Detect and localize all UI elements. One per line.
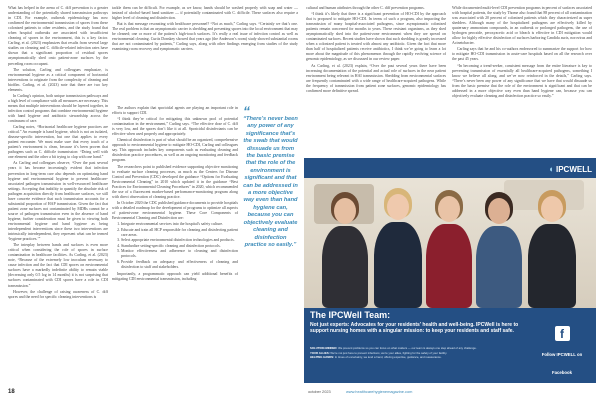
team-member-figure [476,192,522,308]
paragraph: Carling says that he and his co-authors endeavored to summarize the support for how to mitigate HO-CDI transmission in acute-care hospitals based on all the research over the past 45 years. [452,47,592,62]
list-item: 1. Integrate environmental services into the hospital's safety culture. [121,222,238,227]
paragraph: The researchers point to published evidence supporting objective monitoring to evaluate surface cleaning processes, as much as the Centers for Disease Control and Prevention (CDC) developed the guidance “Options for Evaluating Environmental Cleaning” in 2010 which updated it in the guidance “Best Practices for Environmental Cleaning Procedures” in 2020, which recommended the use of a fluorescent marker-based performance-monitoring program along with direct observation of cleaning practice. [112,164,238,199]
pull-quote-text: “There’s never been any power of any significance that’s the swab that would dissuade us from the basic premise that the role of the environment is significant and that can be addressed in a more objective way even than hand hygiene can, because you can objectively evaluate cleaning and disinfection practice so easily.” [243,116,298,248]
facebook-follow-text[interactable]: Follow IPCWELL on Facebook [541,352,583,375]
list-item: 4. Standardize setting-specific cleaning and disinfection protocols. [121,244,238,249]
ad-bullet-list [310,347,520,361]
ad-bullet: HELPING HANDS: In times of uncertainty, we lend a hand, offering expertise, guidance, and reassurance. [310,355,442,360]
paragraph: cultural and human attributes through the other C. diff prevention programs. [306,6,425,10]
ad-title: The IPCWell Team: [310,310,391,320]
ad-subtitle: Not just experts: Advocates for your residents' health and well-being. IPCWell is here to support nursing homes with a singular mission: to keep your residents and staff safe. [310,322,519,335]
paragraph: “I think they’re critical for mitigating this unknown pool of potential contamination in the environment,” Carling says. “The effective dose of C. diff is very low, and the spores don’t like it at all. Sporicidal disinfectants can be effective when used properly and appropriately. [112,117,238,137]
website-link[interactable]: www.healthcarehygienemagazine.com [346,389,413,394]
article-column-4 [452,6,592,156]
paragraph: “I think it’s likely that there is a significant prevention of HO-CDI by the approach that is proposed to mitigate HO-CDI. In terms of such a program, also impacting the transmission of many hospital-associated pathogens, since asymptomatic colonized patients remain concerned for months to years. These resistant organisms, as they shed asymptomatically shed into the patient-zone environment when they are spread on contaminated surfaces. Recent studies have shown that such shedding is greatly increased when a colonized patient is treated with almost any antibiotic. Given the fact that more than half of hospitalized patients receive antibiotics, I think we’re going to learn a lot more about the magnitude of this phenomenon through the rapidly evolving science of genomic epidemiology, as we discussed in our review paper. [306,12,446,62]
list-item: 2. Educate and train all HCP responsible for cleaning and disinfecting patient care areas. [121,228,238,238]
paragraph: The interplay between hands and surfaces is even more critical when considering the role of spores in surface contamination in healthcare facilities. As Carling, et al. (2023) note, “Because of the extremely low inoculum necessary to cause infection and the fact that CDI spores on environmental surfaces have a markedly indefinite ability to remain viable (decreasing only 0.5 log in 14 months) it is not surprising that surfaces contaminated with CDI spores have a role in CDI transmission.” [8,243,108,288]
article-column-1 [8,6,108,384]
team-member-figure [528,190,576,308]
paragraph: As Carling, et al. (2023) explain, “Over the past several years there have been increasing documentation of the potential and actual role of surfaces in the near patient environment being relevant in HAI transmission. Shedding from environmental surfaces are frequently contaminated with a wide range of healthcare-acquired pathogens. While the frequency of transmission from patient zone surfaces, genomic epidemiology has confirmed more definitive spread. [306,63,446,93]
paragraph: The solution, Carling and colleagues emphasize, is environmental hygiene as a critical component of horizontal interventions to originate from the complexity of cleaning and biofilm. Carling, et al. (2023) note that there are two key elements. [8,67,108,92]
team-photo [304,178,596,308]
facebook-follow[interactable] [536,326,588,375]
ad-bullet: YOUR ALLIES: We're not just here to prevent infections; we're your allies, fighting for the safety of your facility. [310,350,448,355]
paragraph: Chemical disinfection is part of what should be an organized, comprehensive approach to environmental hygiene to mitigate HO-CDI, Carling and colleagues say. This approach includes key components such as evaluating cleaning and disinfection practice procedures, as well as an ongoing monitoring and feedback program. [112,138,238,163]
ipcwell-advertisement [304,158,596,383]
core-components-list [112,222,238,270]
list-item: 5. Monitor effectiveness and adherence to cleaning and disinfection protocols. [121,249,238,259]
article-column-2 [112,6,298,390]
paragraph: In October 2020 the CDC published guidance documents to provide hospitals with a detailed roadmap for the development of programs to optimize all aspects of patient-zone environmental hygiene. These Core Components of Environmental Cleaning and Disinfection are: [112,200,238,220]
pull-quote [243,103,298,306]
paragraph: The authors explain that sporicidal agents are playing an important role in efforts to support CDI. [112,106,238,116]
logo-arc-icon: ◖ [548,164,556,174]
list-item: 3. Select appropriate environmental disinfection technologies and products. [121,238,238,243]
quote-mark-icon: “ [243,103,250,119]
paragraph: “In becoming a trend-seeker, consistent message from the entire literature is key to preventing transmission of essentially all healthcare-acquired pathogens, something I know we believe all along, and we’ve now reinforced in the details,” Carling says. “There’s never been any power of any significance that we have that would dissuade us from the basic premise that the role of the environment is significant and that can be addressed in a more objective way even than hand hygiene can, because you can objectively evaluate cleaning and disinfection practice so easily.” [452,63,592,98]
list-item: 6. Provide feedback on adequacy and effectiveness of cleaning and disinfection to staff and stakeholders. [121,260,238,270]
paragraph: Importantly, a programmatic approach can yield additional benefits of mitigating CDI environmental transmission, including [112,271,238,281]
paragraph: But is that message resonating with healthcare personnel? “Not as much,” Carling says. “Certainly we that’s one. The real problem is that an asymptomatic carrier is shedding and presenting spores into the local environment that may be cleaned; one or more of the patient’s high-touch surfaces. It’s really a real issue of infection control as well as environmental cleaning. Curtis Donskey showed that years ago (the Anderson’s room) study showed substantial rooms that are not contaminated by patients,” Carling says, along with other findings emerging from studies of the study examining room recovery and symptomatic carriers. [112,22,298,52]
column-2-lower-text [112,106,238,390]
paragraph: As Carling and colleagues observe, “Over the past several years it has become increasingly evident that infection prevention in long-term care also depends on optimizing hand hygiene and environmental hygiene to prevent healthcare-associated pathogen transmission in well-resourced healthcare settings. Accepting that inability to quantify the absolute risk of pathogen acquisition directly from healthcare surfaces, we still have concrete evidence that such transmission accounts for a substantial proportion of HAP transmission. Given the fact that patient zone surfaces not contaminated by MDRs cannot be a source of pathogen transmission even in the absence of hand hygiene, further consideration must be given to viewing both environmental hygiene and hand hygiene as being interdependent interventions since these two interventions are intrinsically interdependent, they represent what can be termed ‘hygiene practices.’” [8,161,108,242]
team-member-figure [322,192,368,308]
column-2-top-text [112,6,298,103]
article-column-3 [306,6,446,156]
facebook-icon[interactable]: f [555,326,570,341]
paragraph: Carling notes, “Horizontal healthcare hygiene practices are critical.” An example is hand hygiene, which is not an isolated, disease-specific intervention, but one that applies to every patient encounter. We must make sure that every touch of a patient’s environment is clean, because it’s been proven that pathogens such as C. difficile transmission: “Doing well with one element and the other a bit trying to clap with one hand.” [8,125,108,160]
ad-bullet: SOLUTION-MINDED: We prevent problems so you can focus on what matters — our team is always one step ahead of any challenge. [310,346,477,350]
page-footer [8,388,592,396]
issue-date: october 2023 [308,389,331,394]
paragraph: While documented multi-level CDI prevention programs in percent of surfaces associated with hospital patients, the study by Thome also found that 88 percent of all contamination was associated with 20 percent of colonized patients which they characterized as super shedders. Although many of the hospitalized pathogens are effectively killed by quaternary ammonium compounds, in an outbreak or prolonged pathogens, the use of hydrogen peroxide, peroxyacetic acid or bleach is effective in CDI mitigation would allow for highly effective disinfection of surfaces harboring Candida auris, norovirus and Acinetobacter. [452,6,592,46]
paragraph: tackle them can be difficult. For example, as we know, hands should be washed properly with soap and water — instead of alcohol-based hand sanitizer — if potentially contaminated with C. difficile. These surfaces also require a higher level of cleaning and disinfection. [112,6,298,21]
paragraph: What has helped in the arena of C. diff prevention is a greater understanding of the potentially shared transmission pathways in CDI. For example, outbreak epidemiology has now confirmed the environmental transmission of spores from these colonized patients to other residents, and the study found that when hospital outbreaks are associated with insufficient cleaning of spores in the environment, this is a key factor. Carling, et al. (2023) emphasizes that results from several large studies on cleaning and C. difficile-related infection rates have shown that a significant proportion of residual spores asymptomatically shed onto patient-zone surfaces by the preceding room occupant. [8,6,108,66]
ipcwell-logo: ◖ IPCWELL [548,164,592,174]
team-member-figure [426,190,472,308]
paragraph: However, the challenge of raising awareness of C. diff spores and the need for specific cleaning interventions is [8,289,108,299]
team-member-figure [374,188,422,308]
page-number: 18 [8,389,15,395]
column-2-lower [112,103,298,390]
paragraph: In Carling's opinion, both unique transmission pathways and a high level of compliance with all measures are necessary. This means that multiple interventions should be layered together, in infection control programs that combine environmental hygiene with hand hygiene and antibiotic stewardship across the continuum of care. [8,93,108,124]
